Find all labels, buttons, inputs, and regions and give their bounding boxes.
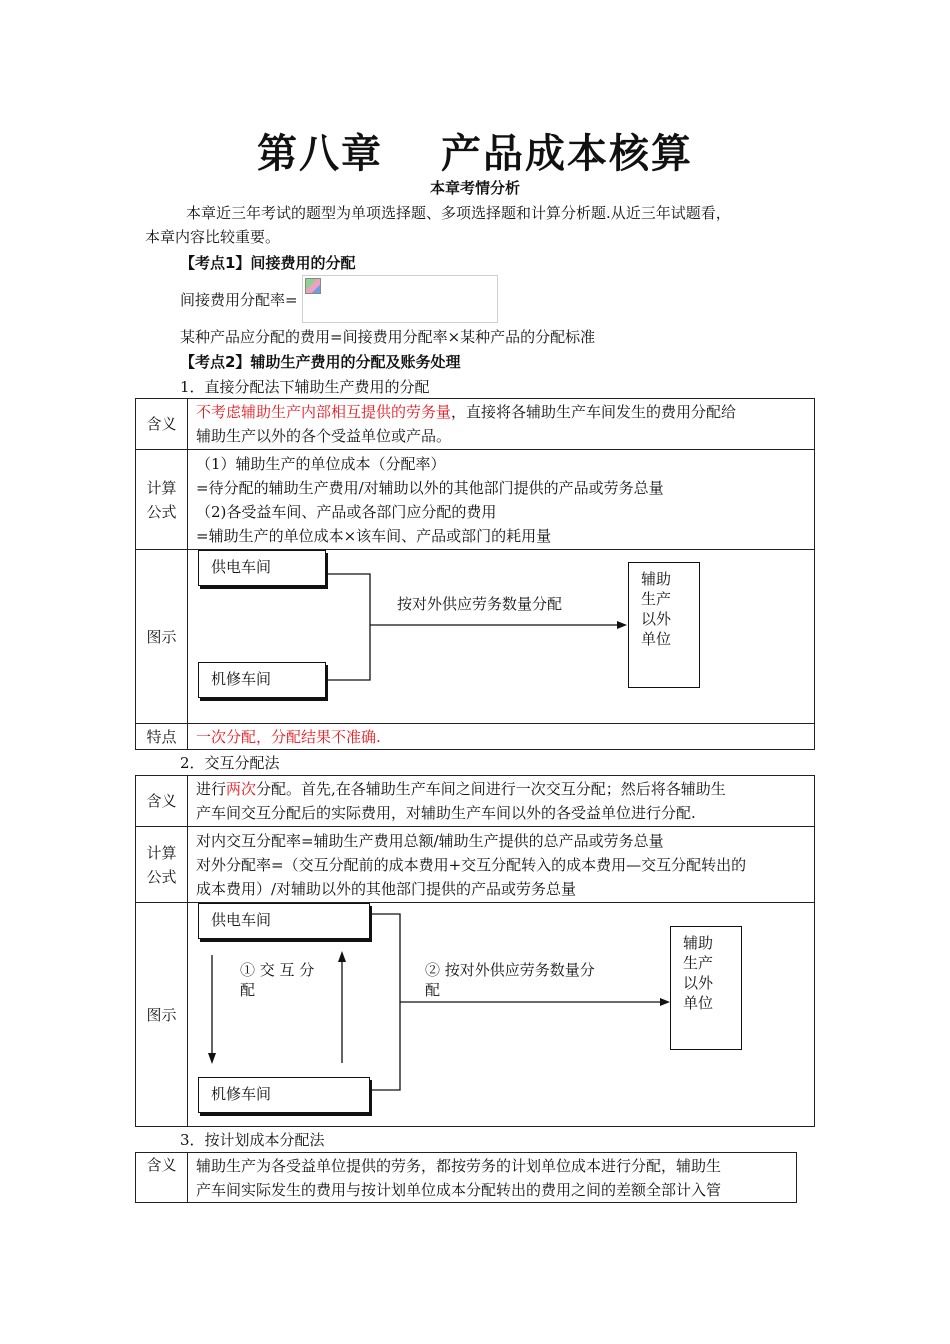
label-meaning: 含义 bbox=[136, 776, 188, 827]
meaning-text: ，直接将各辅助生产车间发生的费用分配给 bbox=[451, 403, 737, 421]
page-title: 第八章 产品成本核算 bbox=[257, 131, 693, 177]
formula-line: =待分配的辅助生产费用/对辅助以外的其他部门提供的产品或劳务总量 bbox=[196, 479, 664, 497]
diagram1-arrow-label: 按对外供应劳务数量分配 bbox=[397, 595, 563, 613]
power-workshop-box: 供电车间 bbox=[198, 550, 326, 586]
formula-line: 对外分配率=（交互分配前的成本费用+交互分配转入的成本费用—交互分配转出的 bbox=[196, 855, 747, 874]
point1-heading: 【考点1】间接费用的分配 bbox=[180, 254, 356, 272]
section-subtitle: 本章考情分析 bbox=[429, 179, 520, 197]
meaning-text-2: 产车间实际发生的费用与按计划单位成本分配转出的费用之间的差额全部计入管 bbox=[196, 1180, 722, 1199]
formula-2: 某种产品应分配的费用=间接费用分配率×某种产品的分配标准 bbox=[180, 328, 596, 346]
planned-cost-table bbox=[135, 1152, 797, 1203]
intro-line-2: 本章内容比较重要。 bbox=[145, 228, 281, 246]
meaning-cell: 进行两次分配。首先,在各辅助生产车间之间进行一次交互分配；然后将各辅助生 产车间交互分配后的实际费用，对辅助生产车间以外的各受益单位进行分配. bbox=[188, 776, 815, 827]
sec2-heading: 2．交互分配法 bbox=[180, 754, 280, 772]
meaning-text-2: 产车间交互分配后的实际费用，对辅助生产车间以外的各受益单位进行分配. bbox=[196, 804, 696, 822]
label-meaning: 含义 bbox=[136, 1153, 188, 1203]
label-diagram: 图示 bbox=[136, 903, 188, 1127]
sec1-heading: 1．直接分配法下辅助生产费用的分配 bbox=[180, 378, 430, 396]
label-feature: 特点 bbox=[136, 724, 188, 750]
sec3-heading: 3．按计划成本分配法 bbox=[180, 1131, 325, 1149]
repair-workshop-box: 机修车间 bbox=[198, 662, 326, 698]
meaning-cell bbox=[188, 1153, 797, 1203]
external-units-box: 辅助 生产 以外 单位 bbox=[670, 926, 742, 1050]
label-formula: 计算 公式 bbox=[136, 450, 188, 550]
meaning-highlight: 不考虑辅助生产内部相互提供的劳务量 bbox=[196, 403, 452, 421]
meaning-text-2: 辅助生产以外的各个受益单位或产品。 bbox=[196, 427, 452, 445]
repair-workshop-box: 机修车间 bbox=[198, 1077, 370, 1113]
intro-line-1: 本章近三年考试的题型为单项选择题、多项选择题和计算分析题.从近三年试题看， bbox=[186, 204, 731, 222]
label-formula: 计算 公式 bbox=[136, 827, 188, 903]
formula-line: 成本费用）/对辅助以外的其他部门提供的产品或劳务总量 bbox=[196, 879, 577, 898]
formula-line: 对内交互分配率=辅助生产费用总额/辅助生产提供的总产品或劳务总量 bbox=[196, 831, 664, 850]
feature-cell: 一次分配，分配结果不准确. bbox=[188, 724, 815, 750]
formula-line: （1）辅助生产的单位成本（分配率） bbox=[196, 455, 446, 473]
label-meaning: 含义 bbox=[136, 399, 188, 450]
formula-line: （2)各受益车间、产品或各部门应分配的费用 bbox=[196, 503, 497, 521]
point2-heading: 【考点2】辅助生产费用的分配及账务处理 bbox=[180, 353, 461, 371]
label-diagram: 图示 bbox=[136, 550, 188, 724]
meaning-text: 辅助生产为各受益单位提供的劳务，都按劳务的计划单位成本进行分配，辅助生 bbox=[196, 1156, 722, 1175]
power-workshop-box: 供电车间 bbox=[198, 903, 370, 939]
formula-line: =辅助生产的单位成本×该车间、产品或部门的耗用量 bbox=[196, 527, 552, 545]
formula-label: 间接费用分配率= bbox=[180, 291, 298, 309]
meaning-highlight: 两次 bbox=[226, 780, 257, 798]
diagram2-arrow-label: ② 按对外供应劳务数量分 配 bbox=[425, 961, 595, 999]
reciprocal-label: ① 交 互 分 配 bbox=[240, 961, 315, 999]
external-units-box: 辅助 生产 以外 单位 bbox=[628, 562, 700, 688]
